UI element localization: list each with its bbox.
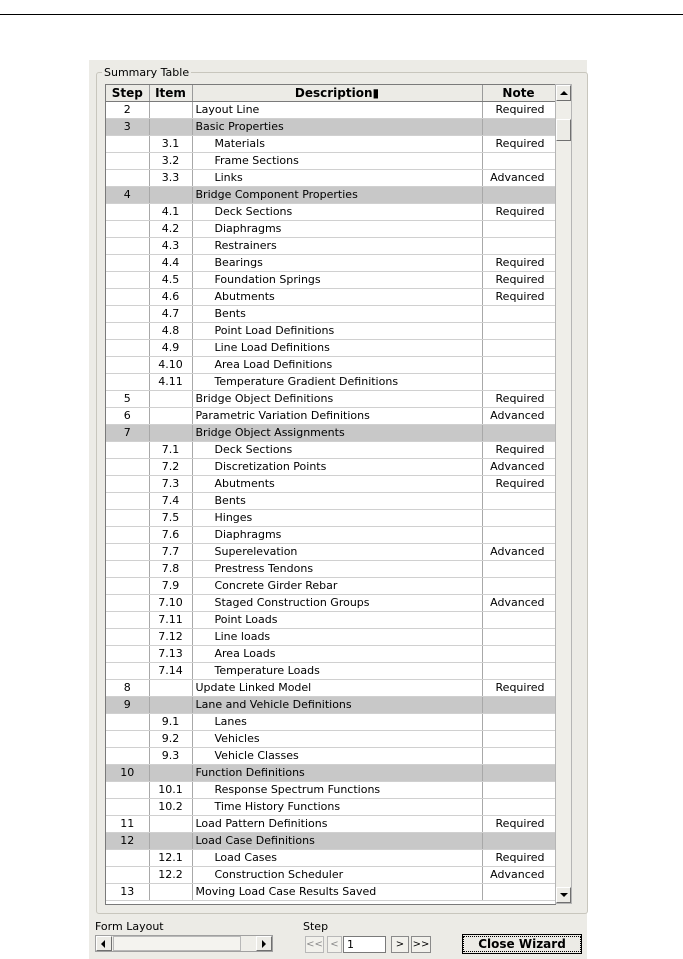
step-cell[interactable] bbox=[106, 543, 149, 560]
note-cell[interactable] bbox=[482, 305, 555, 322]
step-cell[interactable] bbox=[106, 441, 149, 458]
step-cell[interactable] bbox=[106, 339, 149, 356]
note-cell[interactable]: Required bbox=[482, 288, 555, 305]
item-cell[interactable]: 4.10 bbox=[149, 356, 192, 373]
table-row[interactable] bbox=[106, 441, 555, 458]
step-cell[interactable] bbox=[106, 169, 149, 186]
step-cell[interactable] bbox=[106, 577, 149, 594]
description-cell[interactable]: Bridge Object Assignments bbox=[192, 424, 482, 441]
item-cell[interactable]: 4.7 bbox=[149, 305, 192, 322]
note-cell[interactable]: Advanced bbox=[482, 458, 555, 475]
table-header-row bbox=[106, 85, 555, 101]
note-cell[interactable]: Advanced bbox=[482, 594, 555, 611]
item-cell[interactable]: 7.10 bbox=[149, 594, 192, 611]
note-cell[interactable] bbox=[482, 424, 555, 441]
description-cell[interactable]: Load Cases bbox=[192, 849, 482, 866]
vertical-scrollbar[interactable] bbox=[555, 84, 572, 904]
table-row[interactable] bbox=[106, 305, 555, 322]
column-header-description-label: Description bbox=[294, 85, 373, 100]
arrow-right-icon[interactable] bbox=[256, 936, 272, 951]
column-header-note[interactable]: Note bbox=[482, 85, 555, 101]
note-cell[interactable] bbox=[482, 560, 555, 577]
note-cell[interactable]: Required bbox=[482, 271, 555, 288]
note-cell[interactable]: Advanced bbox=[482, 543, 555, 560]
item-cell[interactable] bbox=[149, 832, 192, 849]
step-cell[interactable] bbox=[106, 305, 149, 322]
description-cell[interactable]: Point Load Definitions bbox=[192, 322, 482, 339]
table-row[interactable] bbox=[106, 577, 555, 594]
description-cell[interactable]: Staged Construction Groups bbox=[192, 594, 482, 611]
note-cell[interactable]: Required bbox=[482, 390, 555, 407]
description-cell[interactable]: Temperature Loads bbox=[192, 662, 482, 679]
table-row[interactable] bbox=[106, 135, 555, 152]
table-row[interactable] bbox=[106, 713, 555, 730]
step-cell[interactable] bbox=[106, 611, 149, 628]
table-row[interactable] bbox=[106, 407, 555, 424]
description-cell[interactable]: Load Case Definitions bbox=[192, 832, 482, 849]
step-cell[interactable] bbox=[106, 203, 149, 220]
table-row[interactable] bbox=[106, 679, 555, 696]
description-cell[interactable]: Concrete Girder Rebar bbox=[192, 577, 482, 594]
table-row[interactable] bbox=[106, 356, 555, 373]
description-cell[interactable]: Links bbox=[192, 169, 482, 186]
step-cell[interactable] bbox=[106, 849, 149, 866]
description-cell[interactable]: Bents bbox=[192, 492, 482, 509]
next-step-button[interactable]: > bbox=[391, 936, 409, 953]
description-cell[interactable]: Diaphragms bbox=[192, 526, 482, 543]
note-cell[interactable] bbox=[482, 696, 555, 713]
arrow-down-icon[interactable] bbox=[556, 887, 571, 903]
table-row[interactable] bbox=[106, 645, 555, 662]
note-cell[interactable] bbox=[482, 186, 555, 203]
vertical-scroll-thumb[interactable] bbox=[556, 119, 571, 141]
table-row[interactable] bbox=[106, 101, 555, 118]
note-cell[interactable] bbox=[482, 118, 555, 135]
step-cell[interactable] bbox=[106, 322, 149, 339]
step-cell[interactable] bbox=[106, 288, 149, 305]
table-row[interactable] bbox=[106, 458, 555, 475]
form-layout-label: Form Layout bbox=[95, 920, 164, 933]
description-cell[interactable]: Temperature Gradient Definitions bbox=[192, 373, 482, 390]
step-cell[interactable]: 4 bbox=[106, 186, 149, 203]
page-top-rule bbox=[0, 14, 683, 15]
summary-table-grid bbox=[105, 84, 556, 905]
description-cell[interactable]: Bridge Object Definitions bbox=[192, 390, 482, 407]
description-cell[interactable]: Line Load Definitions bbox=[192, 339, 482, 356]
step-cell[interactable]: 6 bbox=[106, 407, 149, 424]
step-cell[interactable]: 5 bbox=[106, 390, 149, 407]
note-cell[interactable] bbox=[482, 764, 555, 781]
step-cell[interactable] bbox=[106, 475, 149, 492]
item-cell[interactable] bbox=[149, 883, 192, 900]
item-cell[interactable]: 4.6 bbox=[149, 288, 192, 305]
description-cell[interactable]: Line loads bbox=[192, 628, 482, 645]
item-cell[interactable]: 7.4 bbox=[149, 492, 192, 509]
description-cell[interactable]: Materials bbox=[192, 135, 482, 152]
note-cell[interactable]: Advanced bbox=[482, 169, 555, 186]
step-cell[interactable]: 12 bbox=[106, 832, 149, 849]
item-cell[interactable]: 7.5 bbox=[149, 509, 192, 526]
note-cell[interactable] bbox=[482, 628, 555, 645]
step-cell[interactable] bbox=[106, 798, 149, 815]
item-cell[interactable]: 3.3 bbox=[149, 169, 192, 186]
table-row[interactable] bbox=[106, 543, 555, 560]
description-cell[interactable]: Bearings bbox=[192, 254, 482, 271]
step-cell[interactable] bbox=[106, 356, 149, 373]
note-cell[interactable]: Required bbox=[482, 849, 555, 866]
table-row[interactable] bbox=[106, 203, 555, 220]
note-cell[interactable] bbox=[482, 492, 555, 509]
table-row[interactable] bbox=[106, 696, 555, 713]
note-cell[interactable] bbox=[482, 577, 555, 594]
note-cell[interactable]: Required bbox=[482, 135, 555, 152]
step-number-input[interactable]: 1 bbox=[343, 936, 386, 953]
item-cell[interactable] bbox=[149, 186, 192, 203]
step-cell[interactable] bbox=[106, 254, 149, 271]
close-wizard-label: Close Wizard bbox=[463, 936, 581, 952]
note-cell[interactable] bbox=[482, 781, 555, 798]
step-cell[interactable] bbox=[106, 628, 149, 645]
item-cell[interactable]: 4.9 bbox=[149, 339, 192, 356]
note-cell[interactable] bbox=[482, 611, 555, 628]
table-row[interactable] bbox=[106, 322, 555, 339]
table-row[interactable] bbox=[106, 747, 555, 764]
item-cell[interactable] bbox=[149, 679, 192, 696]
item-cell[interactable]: 7.3 bbox=[149, 475, 192, 492]
table-row[interactable] bbox=[106, 611, 555, 628]
item-cell[interactable]: 9.2 bbox=[149, 730, 192, 747]
step-cell[interactable]: 8 bbox=[106, 679, 149, 696]
item-cell[interactable]: 10.1 bbox=[149, 781, 192, 798]
table-row[interactable] bbox=[106, 883, 555, 900]
step-cell[interactable] bbox=[106, 713, 149, 730]
item-cell[interactable]: 9.3 bbox=[149, 747, 192, 764]
description-cell[interactable]: Construction Scheduler bbox=[192, 866, 482, 883]
description-cell[interactable]: Restrainers bbox=[192, 237, 482, 254]
item-cell[interactable]: 4.11 bbox=[149, 373, 192, 390]
step-label: Step bbox=[303, 920, 329, 933]
description-cell[interactable]: Update Linked Model bbox=[192, 679, 482, 696]
first-step-button[interactable]: << bbox=[305, 936, 324, 953]
item-cell[interactable]: 4.3 bbox=[149, 237, 192, 254]
note-cell[interactable] bbox=[482, 237, 555, 254]
table-row[interactable] bbox=[106, 560, 555, 577]
note-cell[interactable] bbox=[482, 730, 555, 747]
step-cell[interactable]: 11 bbox=[106, 815, 149, 832]
description-cell[interactable]: Deck Sections bbox=[192, 203, 482, 220]
item-cell[interactable] bbox=[149, 118, 192, 135]
table-row[interactable] bbox=[106, 492, 555, 509]
description-cell[interactable]: Lanes bbox=[192, 713, 482, 730]
note-cell[interactable]: Required bbox=[482, 254, 555, 271]
step-cell[interactable] bbox=[106, 781, 149, 798]
description-cell[interactable]: Function Definitions bbox=[192, 764, 482, 781]
note-cell[interactable] bbox=[482, 322, 555, 339]
note-cell[interactable] bbox=[482, 798, 555, 815]
item-cell[interactable]: 4.1 bbox=[149, 203, 192, 220]
note-cell[interactable]: Required bbox=[482, 441, 555, 458]
table-row[interactable] bbox=[106, 628, 555, 645]
description-cell[interactable]: Abutments bbox=[192, 288, 482, 305]
previous-step-button[interactable]: < bbox=[327, 936, 342, 953]
table-row[interactable] bbox=[106, 220, 555, 237]
step-cell[interactable] bbox=[106, 747, 149, 764]
item-cell[interactable]: 12.2 bbox=[149, 866, 192, 883]
table-row[interactable] bbox=[106, 237, 555, 254]
description-cell[interactable]: Lane and Vehicle Definitions bbox=[192, 696, 482, 713]
note-cell[interactable]: Required bbox=[482, 475, 555, 492]
item-cell[interactable] bbox=[149, 101, 192, 118]
form-layout-scrollbar[interactable] bbox=[95, 935, 273, 952]
description-cell[interactable]: Vehicle Classes bbox=[192, 747, 482, 764]
step-cell[interactable] bbox=[106, 220, 149, 237]
item-cell[interactable] bbox=[149, 424, 192, 441]
description-cell[interactable]: Layout Line bbox=[192, 101, 482, 118]
table-row[interactable] bbox=[106, 373, 555, 390]
table-row[interactable] bbox=[106, 526, 555, 543]
item-cell[interactable]: 4.2 bbox=[149, 220, 192, 237]
item-cell[interactable]: 4.8 bbox=[149, 322, 192, 339]
step-cell[interactable] bbox=[106, 458, 149, 475]
arrow-up-icon[interactable] bbox=[556, 85, 571, 101]
item-cell[interactable]: 7.1 bbox=[149, 441, 192, 458]
table-row[interactable] bbox=[106, 781, 555, 798]
step-cell[interactable] bbox=[106, 662, 149, 679]
table-row[interactable] bbox=[106, 815, 555, 832]
table-row[interactable] bbox=[106, 288, 555, 305]
note-cell[interactable] bbox=[482, 747, 555, 764]
arrow-left-icon[interactable] bbox=[96, 936, 112, 951]
description-cell[interactable]: Bridge Component Properties bbox=[192, 186, 482, 203]
description-cell[interactable]: Basic Properties bbox=[192, 118, 482, 135]
step-cell[interactable]: 9 bbox=[106, 696, 149, 713]
description-cell[interactable]: Time History Functions bbox=[192, 798, 482, 815]
note-cell[interactable]: Required bbox=[482, 815, 555, 832]
note-cell[interactable]: Required bbox=[482, 679, 555, 696]
table-row[interactable] bbox=[106, 339, 555, 356]
note-cell[interactable] bbox=[482, 662, 555, 679]
step-cell[interactable] bbox=[106, 492, 149, 509]
item-cell[interactable]: 7.14 bbox=[149, 662, 192, 679]
note-cell[interactable] bbox=[482, 220, 555, 237]
description-cell[interactable]: Moving Load Case Results Saved bbox=[192, 883, 482, 900]
step-cell[interactable] bbox=[106, 373, 149, 390]
item-cell[interactable]: 9.1 bbox=[149, 713, 192, 730]
step-cell[interactable]: 13 bbox=[106, 883, 149, 900]
description-cell[interactable]: Diaphragms bbox=[192, 220, 482, 237]
column-header-step[interactable]: Step bbox=[106, 85, 149, 101]
step-cell[interactable] bbox=[106, 730, 149, 747]
item-cell[interactable]: 7.8 bbox=[149, 560, 192, 577]
table-row[interactable] bbox=[106, 390, 555, 407]
column-header-item[interactable]: Item bbox=[149, 85, 192, 101]
step-cell[interactable] bbox=[106, 237, 149, 254]
item-cell[interactable]: 4.4 bbox=[149, 254, 192, 271]
description-cell[interactable]: Deck Sections bbox=[192, 441, 482, 458]
step-cell[interactable] bbox=[106, 152, 149, 169]
step-cell[interactable] bbox=[106, 135, 149, 152]
description-cell[interactable]: Hinges bbox=[192, 509, 482, 526]
table-row[interactable] bbox=[106, 118, 555, 135]
item-cell[interactable]: 4.5 bbox=[149, 271, 192, 288]
description-cell[interactable]: Parametric Variation Definitions bbox=[192, 407, 482, 424]
item-cell[interactable]: 7.6 bbox=[149, 526, 192, 543]
step-cell[interactable]: 2 bbox=[106, 101, 149, 118]
item-cell[interactable]: 7.11 bbox=[149, 611, 192, 628]
note-cell[interactable] bbox=[482, 713, 555, 730]
step-cell[interactable]: 3 bbox=[106, 118, 149, 135]
step-cell[interactable] bbox=[106, 594, 149, 611]
step-cell[interactable] bbox=[106, 271, 149, 288]
item-cell[interactable] bbox=[149, 407, 192, 424]
description-cell[interactable]: Frame Sections bbox=[192, 152, 482, 169]
table-row[interactable] bbox=[106, 764, 555, 781]
column-header-description[interactable]: Description▮ bbox=[192, 85, 482, 101]
item-cell[interactable]: 7.12 bbox=[149, 628, 192, 645]
summary-table-group-title: Summary Table bbox=[104, 66, 190, 79]
item-cell[interactable] bbox=[149, 390, 192, 407]
step-cell[interactable]: 10 bbox=[106, 764, 149, 781]
table-row[interactable] bbox=[106, 730, 555, 747]
table-row[interactable] bbox=[106, 424, 555, 441]
form-layout-scroll-thumb[interactable] bbox=[113, 936, 241, 951]
note-cell[interactable] bbox=[482, 356, 555, 373]
step-cell[interactable] bbox=[106, 645, 149, 662]
note-cell[interactable] bbox=[482, 509, 555, 526]
item-cell[interactable] bbox=[149, 764, 192, 781]
step-cell[interactable]: 7 bbox=[106, 424, 149, 441]
table-row[interactable] bbox=[106, 186, 555, 203]
table-row[interactable] bbox=[106, 475, 555, 492]
note-cell[interactable] bbox=[482, 883, 555, 900]
note-cell[interactable]: Advanced bbox=[482, 407, 555, 424]
note-cell[interactable] bbox=[482, 832, 555, 849]
description-cell[interactable]: Vehicles bbox=[192, 730, 482, 747]
note-cell[interactable] bbox=[482, 526, 555, 543]
description-cell[interactable]: Superelevation bbox=[192, 543, 482, 560]
table-row[interactable] bbox=[106, 594, 555, 611]
item-cell[interactable]: 7.2 bbox=[149, 458, 192, 475]
step-cell[interactable] bbox=[106, 560, 149, 577]
table-row[interactable] bbox=[106, 254, 555, 271]
description-cell[interactable]: Area Load Definitions bbox=[192, 356, 482, 373]
item-cell[interactable]: 12.1 bbox=[149, 849, 192, 866]
description-cell[interactable]: Area Loads bbox=[192, 645, 482, 662]
item-cell[interactable]: 3.2 bbox=[149, 152, 192, 169]
description-cell[interactable]: Foundation Springs bbox=[192, 271, 482, 288]
item-cell[interactable] bbox=[149, 696, 192, 713]
table-row[interactable] bbox=[106, 169, 555, 186]
description-cell[interactable]: Abutments bbox=[192, 475, 482, 492]
item-cell[interactable]: 3.1 bbox=[149, 135, 192, 152]
table-row[interactable] bbox=[106, 271, 555, 288]
item-cell[interactable]: 7.7 bbox=[149, 543, 192, 560]
description-cell[interactable]: Load Pattern Definitions bbox=[192, 815, 482, 832]
note-cell[interactable] bbox=[482, 373, 555, 390]
note-cell[interactable] bbox=[482, 152, 555, 169]
note-cell[interactable] bbox=[482, 645, 555, 662]
table-row[interactable] bbox=[106, 849, 555, 866]
description-cell[interactable]: Prestress Tendons bbox=[192, 560, 482, 577]
close-wizard-button[interactable] bbox=[462, 934, 582, 954]
description-cell[interactable]: Response Spectrum Functions bbox=[192, 781, 482, 798]
table-row[interactable] bbox=[106, 832, 555, 849]
table-row[interactable] bbox=[106, 662, 555, 679]
table-row[interactable] bbox=[106, 509, 555, 526]
item-cell[interactable]: 7.13 bbox=[149, 645, 192, 662]
item-cell[interactable] bbox=[149, 815, 192, 832]
step-cell[interactable] bbox=[106, 866, 149, 883]
item-cell[interactable]: 10.2 bbox=[149, 798, 192, 815]
note-cell[interactable]: Required bbox=[482, 101, 555, 118]
note-cell[interactable]: Advanced bbox=[482, 866, 555, 883]
description-cell[interactable]: Bents bbox=[192, 305, 482, 322]
step-cell[interactable] bbox=[106, 509, 149, 526]
description-cell[interactable]: Discretization Points bbox=[192, 458, 482, 475]
step-cell[interactable] bbox=[106, 526, 149, 543]
table-row[interactable] bbox=[106, 866, 555, 883]
last-step-button[interactable]: >> bbox=[411, 936, 431, 953]
note-cell[interactable]: Required bbox=[482, 203, 555, 220]
note-cell[interactable] bbox=[482, 339, 555, 356]
table-row[interactable] bbox=[106, 152, 555, 169]
description-cell[interactable]: Point Loads bbox=[192, 611, 482, 628]
summary-table bbox=[106, 85, 556, 901]
item-cell[interactable]: 7.9 bbox=[149, 577, 192, 594]
table-row[interactable] bbox=[106, 798, 555, 815]
